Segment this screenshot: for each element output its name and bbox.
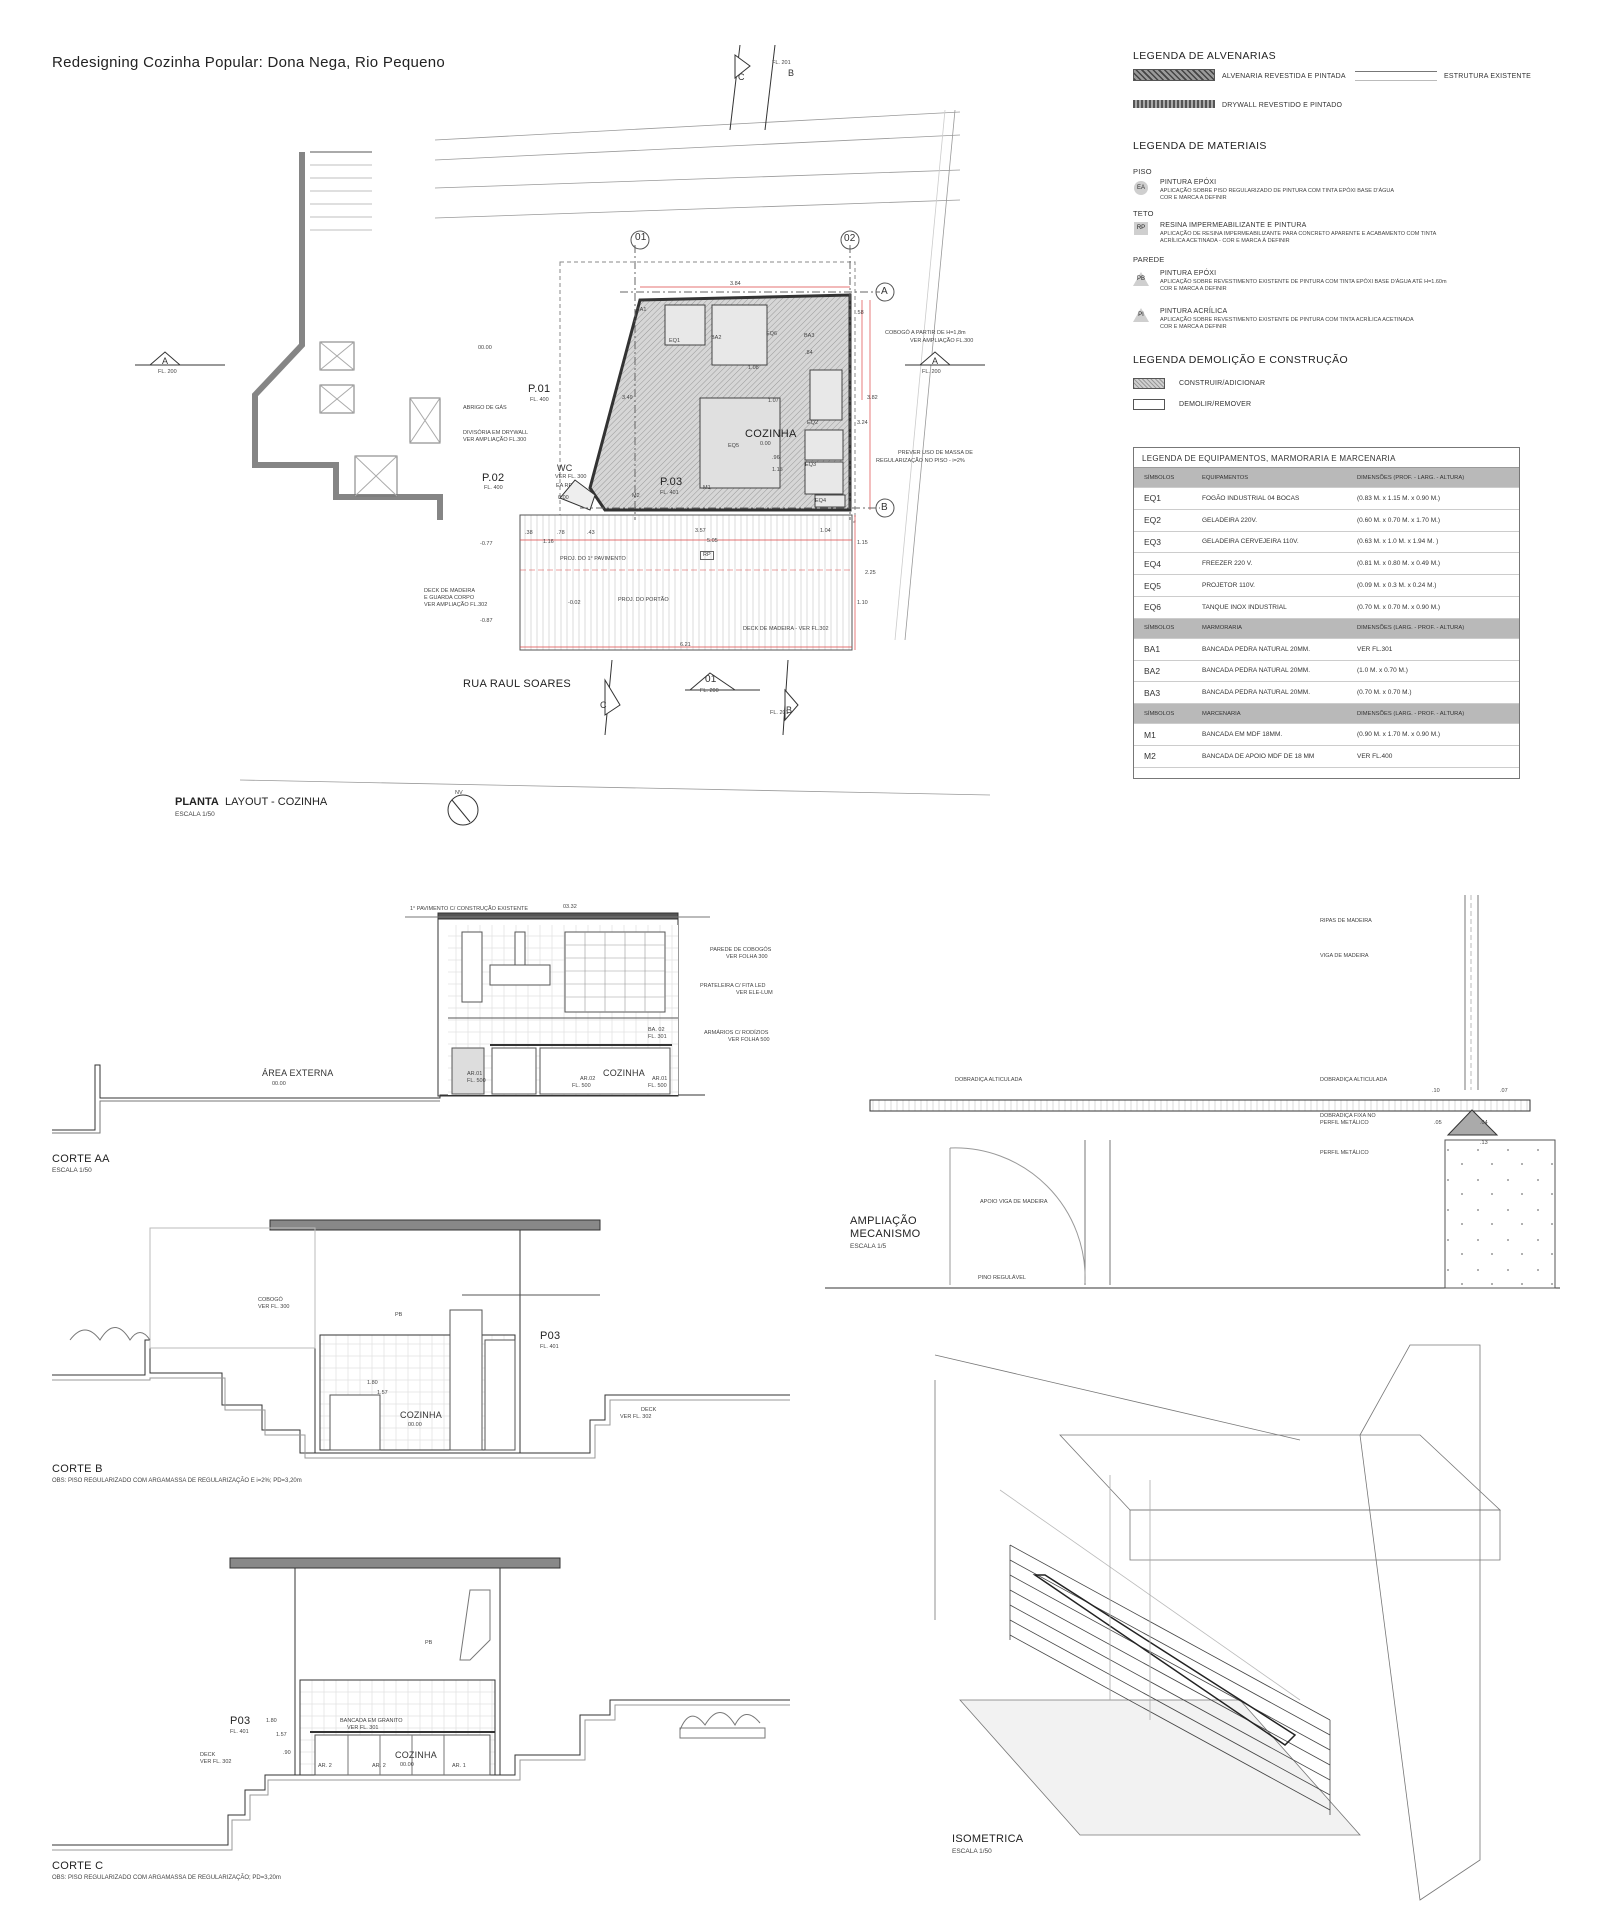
equipment-table-cell: BA2	[1144, 665, 1161, 676]
equipment-table-cell: (0.70 M. x 0.70 M.)	[1357, 689, 1412, 697]
material-rp-icon: RP	[1134, 222, 1148, 235]
equipment-table-header-cell: MARMORARIA	[1202, 625, 1242, 632]
north-label: NV	[455, 790, 463, 796]
equipment-table-cell: (0.09 M. x 0.3 M. x 0.24 M.)	[1357, 582, 1437, 590]
corte-c-room: COZINHA	[395, 1750, 437, 1760]
equipment-table-cell: BANCADA EM MDF 18MM.	[1202, 731, 1283, 739]
note-aa-1: PAREDE DE COBOGÓS	[710, 947, 772, 953]
note-deck-2: E GUARDA CORPO	[424, 595, 475, 601]
dim-115: 1.15	[772, 467, 783, 473]
ampliacao-drawing	[825, 895, 1560, 1288]
material-rp-desc: APLICAÇÃO DE RESINA IMPERMEABILIZANTE PARA CONCRETO APARENTE E ACABAMENTO COM TINTA	[1160, 231, 1437, 237]
corte-c-deck: DECK	[200, 1752, 216, 1758]
street-name: RUA RAUL SOARES	[463, 678, 572, 690]
note-cobogo-2: VER AMPLIAÇÃO FL.300	[910, 338, 974, 344]
wc-level: 0.00	[558, 495, 569, 501]
dim-349: 3.49	[622, 395, 633, 401]
dim-384: 3.84	[730, 281, 741, 287]
p02-label: P.02	[482, 472, 505, 484]
equipment-table-cell: BANCADA PEDRA NATURAL 20MM.	[1202, 667, 1310, 675]
note-abrigo: ABRIGO DE GÁS	[463, 405, 507, 411]
section-c-top: C	[738, 72, 745, 82]
dim-107: 1.07	[768, 398, 779, 404]
equipment-table-cell: GELADEIRA CERVEJEIRA 110V.	[1202, 538, 1299, 546]
p01-label: P.01	[528, 383, 551, 395]
equipment-table-header-cell: SÍMBOLOS	[1144, 474, 1175, 481]
equipment-table-title: LEGENDA DE EQUIPAMENTOS, MARMORARIA E MARCENARIA	[1134, 448, 1519, 468]
p01-ref: FL. 400	[530, 397, 549, 403]
equipment-table-cell: FOGÃO INDUSTRIAL 04 BOCAS	[1202, 494, 1300, 502]
corte-aa-top-level: 03.32	[563, 904, 577, 910]
note-proj1: PROJ. DO 1° PAVIMENTO	[560, 556, 626, 562]
amp-note-ripas: RIPAS DE MADEIRA	[1320, 918, 1372, 924]
equipment-table-cell: M2	[1144, 751, 1156, 762]
eq3-tag: EQ3	[805, 462, 817, 468]
corte-c-drawing	[52, 1558, 790, 1850]
section-a-left-ref: FL. 200	[158, 369, 177, 375]
note-aa-3: PRATELEIRA C/ FITA LED	[700, 983, 766, 989]
note-aa-4: VER ELE-LUM	[736, 990, 773, 996]
p03-ref: FL. 401	[660, 490, 679, 496]
level-002: -0.02	[568, 600, 581, 606]
section-01-ref: FL. 200	[700, 688, 719, 694]
amp-note-viga: VIGA DE MADEIRA	[1320, 953, 1369, 959]
corte-b-title: CORTE B	[52, 1463, 103, 1475]
material-ea-desc2: COR E MARCA A DEFINIR	[1160, 195, 1227, 201]
note-aa-5: BA. 02	[648, 1027, 665, 1033]
ampliacao-title-2: MECANISMO	[850, 1228, 921, 1240]
dim-115b: 1.15	[857, 540, 868, 546]
deck-rp: RP	[700, 551, 714, 560]
amp-dim-05: .05	[1434, 1120, 1442, 1126]
m2-tag: M2	[632, 493, 640, 499]
corte-aa-title: CORTE AA	[52, 1153, 110, 1165]
section-a-right-ref: FL. 200	[922, 369, 941, 375]
material-pb-name: PINTURA EPÓXI	[1160, 270, 1217, 277]
corte-c-bancada-ref: VER FL. 301	[347, 1725, 379, 1731]
note-aa-8: VER FOLHA 500	[728, 1037, 770, 1043]
equipment-table-cell: BANCADA PEDRA NATURAL 20MM.	[1202, 689, 1310, 697]
m1-tag: M1	[703, 485, 711, 491]
equipment-table-cell: (0.60 M. x 0.70 M. x 1.70 M.)	[1357, 516, 1441, 524]
equipment-table-cell: (0.63 M. x 1.0 M. x 1.94 M. )	[1357, 538, 1439, 546]
corte-b-level: 00.00	[408, 1422, 422, 1428]
sheet-title: Redesigning Cozinha Popular: Dona Nega, Rio Pequeno	[52, 54, 446, 71]
dim-621: 6.21	[680, 642, 691, 648]
group-teto: TETO	[1133, 209, 1154, 218]
p03-label: P.03	[660, 476, 683, 488]
equipment-table-cell: GELADEIRA 220V.	[1202, 516, 1258, 524]
wc-ref: VER FL. 300	[555, 474, 587, 480]
equipment-table-cell: EQ3	[1144, 536, 1162, 547]
note-aa-6: FL. 301	[648, 1034, 667, 1040]
equipment-table-cell: (1.0 M. x 0.70 M.)	[1357, 667, 1408, 675]
axis-b-label: B	[881, 502, 888, 513]
note-proj-portao: PROJ. DO PORTÃO	[618, 597, 669, 603]
dim-116: 1.16	[543, 539, 554, 545]
corte-b-obs: OBS: PISO REGULARIZADO COM ARGAMASSA DE REGULARIZAÇÃO E i=2%; PD=3,20m	[52, 1478, 302, 1484]
dim-110: 1.10	[857, 600, 868, 606]
note-prever-2: REGULARIZAÇÃO NO PISO - i=2%	[876, 458, 965, 464]
equipment-table-cell: BANCADA PEDRA NATURAL 20MM.	[1202, 645, 1310, 653]
equipment-table-cell: BA3	[1144, 687, 1161, 698]
dim-78: .78	[557, 530, 565, 536]
p02-ref: FL. 400	[484, 485, 503, 491]
area-externa-level: 00.00	[272, 1081, 286, 1087]
dim-324: 3.24	[857, 420, 868, 426]
corte-c-level: 00.00	[400, 1762, 414, 1768]
corte-aa-ar1b: AR.01	[652, 1076, 668, 1082]
amp-note-fixa-2: PERFIL METÁLICO	[1320, 1120, 1369, 1126]
note-divisoria-2: VER AMPLIAÇÃO FL.300	[463, 437, 527, 443]
plan-title: LAYOUT - COZINHA	[225, 796, 328, 808]
legend-demolicao-heading: LEGENDA DEMOLIÇÃO E CONSTRUÇÃO	[1133, 354, 1349, 366]
alvenaria-label: ALVENARIA REVESTIDA E PINTADA	[1222, 73, 1346, 80]
equipment-table-header-cell: DIMENSÕES (LARG. - PROF. - ALTURA)	[1357, 625, 1465, 632]
axis-01-label: 01	[635, 232, 647, 243]
corte-aa-ar1b-ref: FL. 500	[648, 1083, 667, 1089]
dim-38: .38	[525, 530, 533, 536]
level-087: -0.87	[480, 618, 493, 624]
room-cozinha: COZINHA	[745, 428, 797, 440]
note-aa-7: ARMÁRIOS C/ RODÍZIOS	[704, 1030, 769, 1036]
equipment-table-cell: VER FL.400	[1357, 752, 1393, 760]
material-pb-desc: APLICAÇÃO SOBRE REVESTIMENTO EXISTENTE DE PINTURA COM TINTA EPÓXI BASE D'ÁGUA ATÉ H=1.60m	[1160, 279, 1447, 285]
estrutura-label: ESTRUTURA EXISTENTE	[1444, 73, 1532, 80]
equipment-table-cell: BANCADA DE APOIO MDF DE 18 MM	[1202, 752, 1315, 760]
equipment-table-cell: FREEZER 220 V.	[1202, 560, 1253, 568]
eq5-tag: EQ5	[728, 443, 740, 449]
corte-c-ar2b: AR. 2	[372, 1763, 386, 1769]
dim-58: .58	[856, 310, 864, 316]
material-ea-desc: APLICAÇÃO SOBRE PISO REGULARIZADO DE PINTURA COM TINTA EPÓXI BASE D'ÁGUA	[1160, 188, 1395, 194]
group-piso: PISO	[1133, 167, 1152, 176]
amp-note-apoio: APOIO VIGA DE MADEIRA	[980, 1199, 1048, 1205]
material-pb-desc2: COR E MARCA A DEFINIR	[1160, 286, 1227, 292]
material-pb-code: PB	[1136, 276, 1145, 282]
corte-c-pb: PB	[425, 1640, 433, 1646]
corte-aa-room: COZINHA	[603, 1068, 645, 1078]
corte-b-p03-ref: FL. 401	[540, 1344, 559, 1350]
corte-b-cobogo-ref: VER FL. 300	[258, 1304, 290, 1310]
amp-dim-07: .07	[1500, 1088, 1508, 1094]
dim-505: 5.05	[707, 538, 718, 544]
section-c-bottom: C	[600, 700, 607, 710]
corte-c-title: CORTE C	[52, 1860, 104, 1872]
dim-382: 3.82	[867, 395, 878, 401]
note-deck: DECK DE MADEIRA - VER FL.302	[743, 626, 829, 632]
equipment-table-header-cell: SÍMBOLOS	[1144, 625, 1175, 632]
axis-02-label: 02	[844, 233, 856, 244]
ba1-tag: BA1	[636, 307, 647, 313]
corte-c-deck-ref: VER FL. 302	[200, 1759, 232, 1765]
equipment-table-cell: EQ2	[1144, 515, 1162, 526]
amp-note-dobradica-2: DOBRADIÇA ALTICULADA	[1320, 1077, 1388, 1083]
equipment-table-cell: M1	[1144, 729, 1156, 740]
corte-c-ar1: AR. 1	[452, 1763, 466, 1769]
note-divisoria: DIVISÓRIA EM DRYWALL	[463, 430, 529, 436]
section-b-bottom: B	[786, 705, 793, 715]
room-level: 0.00	[760, 441, 771, 447]
equipment-table-cell: (0.90 M. x 1.70 M. x 0.90 M.)	[1357, 731, 1441, 739]
corte-b-deck: DECK	[641, 1407, 657, 1413]
section-a-right: A	[932, 356, 939, 366]
material-ea-name: PINTURA EPÓXI	[1160, 179, 1217, 186]
ampliacao-title-1: AMPLIAÇÃO	[850, 1215, 917, 1227]
equipment-table-cell: BA1	[1144, 644, 1161, 655]
isometrica-title: ISOMETRICA	[952, 1833, 1024, 1845]
equipment-table-cell: PROJETOR 110V.	[1202, 582, 1255, 590]
equipment-table-header-cell: MARCENARIA	[1202, 710, 1241, 717]
ba3-tag: BA3	[804, 333, 815, 339]
ampliacao-scale: ESCALA 1/5	[850, 1243, 887, 1250]
dim-43: .43	[587, 530, 595, 536]
corte-aa-ar2: AR.02	[580, 1076, 596, 1082]
eq4-tag: EQ4	[815, 498, 827, 504]
dim-108: 1.08	[748, 365, 759, 371]
construir-label: CONSTRUIR/ADICIONAR	[1179, 380, 1266, 387]
material-pi-name: PINTURA ACRÍLICA	[1160, 308, 1228, 315]
amp-note-fixa: DOBRADIÇA FIXA NO	[1320, 1113, 1376, 1119]
eq2-tag: EQ2	[807, 420, 819, 426]
section-b-bottom-ref: FL. 201	[770, 710, 789, 716]
corte-b-h1: 1.80	[367, 1380, 378, 1386]
equipment-table-header-cell: EQUIPAMENTOS	[1202, 474, 1249, 481]
note-prever: PREVER USO DE MASSA DE	[898, 450, 973, 456]
plan-scale: ESCALA 1/50	[175, 811, 215, 818]
corte-aa-ar1-ref: FL. 500	[467, 1078, 486, 1084]
eq1-tag: EQ1	[669, 338, 681, 344]
dim-96: .96	[772, 455, 780, 461]
section-b-top: B	[788, 68, 795, 78]
material-rp-name: RESINA IMPERMEABILIZANTE E PINTURA	[1160, 222, 1307, 229]
section-01: 01	[705, 674, 717, 685]
equipment-table-cell: (0.81 M. x 0.80 M. x 0.49 M.)	[1357, 560, 1441, 568]
legend-materiais-heading: LEGENDA DE MATERIAIS	[1133, 140, 1267, 152]
corte-c-bancada: BANCADA EM GRANITO	[340, 1718, 403, 1724]
equipment-table-header-cell: DIMENSÕES (PROF. - LARG. - ALTURA)	[1357, 474, 1465, 481]
corte-c-h3: .90	[283, 1750, 291, 1756]
wc-code: EA RP	[556, 483, 573, 489]
ba2-tag: BA2	[711, 335, 722, 341]
group-parede: PAREDE	[1133, 255, 1165, 264]
level-top: 00.00	[478, 345, 492, 351]
corte-c-p03: P03	[230, 1715, 251, 1727]
corte-c-ar2a: AR. 2	[318, 1763, 332, 1769]
corte-c-obs: OBS: PISO REGULARIZADO COM ARGAMASSA DE REGULARIZAÇÃO; PD=3,20m	[52, 1875, 281, 1881]
isometrica-drawing	[935, 1345, 1500, 1900]
corte-b-room: COZINHA	[400, 1410, 442, 1420]
plan-layout	[135, 45, 990, 825]
area-externa: ÁREA EXTERNA	[262, 1068, 334, 1078]
equipment-table-cell: (0.70 M. x 0.70 M. x 0.90 M.)	[1357, 603, 1441, 611]
corte-aa-drawing	[52, 913, 710, 1133]
legend-alvenarias-heading: LEGENDA DE ALVENARIAS	[1133, 50, 1277, 62]
dim-225: 2.25	[865, 570, 876, 576]
section-a-left: A	[162, 356, 169, 366]
amp-note-pino: PINO REGULÁVEL	[978, 1275, 1026, 1281]
equipment-table-cell: TANQUE INOX INDUSTRIAL	[1202, 603, 1287, 611]
eq6-tag: EQ6	[766, 331, 778, 337]
material-rp-desc2: ACRÍLICA ACETINADA - COR E MARCA À DEFINIR	[1160, 238, 1290, 244]
wc-label: WC	[557, 463, 573, 473]
axis-a-label: A	[881, 286, 888, 297]
material-pi-desc2: COR E MARCA A DEFINIR	[1160, 324, 1227, 330]
corte-b-pb: PB	[395, 1312, 403, 1318]
equipment-table-cell: (0.83 M. x 1.15 M. x 0.90 M.)	[1357, 494, 1441, 502]
note-deck-3: VER AMPLIAÇÃO FL.302	[424, 602, 488, 608]
equipment-table-cell: EQ5	[1144, 580, 1162, 591]
corte-b-deck-ref: VER FL. 302	[620, 1414, 652, 1420]
amp-note-perfil: PERFIL METÁLICO	[1320, 1150, 1369, 1156]
section-b-top-ref: FL. 201	[772, 60, 791, 66]
material-ea-icon: EA	[1134, 181, 1148, 195]
dim-104: 1.04	[820, 528, 831, 534]
amp-note-dobradica-1: DOBRADIÇA ALTICULADA	[955, 1077, 1023, 1083]
equipment-table-cell: EQ4	[1144, 558, 1162, 569]
corte-b-cobogo: COBOGÓ	[258, 1297, 283, 1303]
corte-c-p03-ref: FL. 401	[230, 1729, 249, 1735]
equipment-table-header-cell: SÍMBOLOS	[1144, 710, 1175, 717]
dim-84: .84	[805, 350, 813, 356]
corte-b-h2: 1.57	[377, 1390, 388, 1396]
amp-dim-10: .10	[1432, 1088, 1440, 1094]
demolir-label: DEMOLIR/REMOVER	[1179, 401, 1252, 408]
amp-dim-13: .13	[1480, 1140, 1488, 1146]
amp-dim-04: .04	[1480, 1120, 1488, 1126]
equipment-table-cell: EQ6	[1144, 602, 1162, 613]
corte-aa-ar1: AR.01	[467, 1071, 483, 1077]
corte-aa-top: 1° PAVIMENTO C/ CONSTRUÇÃO EXISTENTE	[410, 906, 529, 912]
isometrica-scale: ESCALA 1/50	[952, 1848, 992, 1855]
corte-aa-ar2-ref: FL. 500	[572, 1083, 591, 1089]
equipment-table-header-cell: DIMENSÕES (LARG. - PROF. - ALTURA)	[1357, 710, 1465, 717]
material-pi-desc: APLICAÇÃO SOBRE REVESTIMENTO EXISTENTE DE PINTURA COM TINTA ACRÍLICA ACETINADA	[1160, 317, 1414, 323]
plan-title-bold: PLANTA	[175, 796, 219, 808]
note-aa-2: VER FOLHA 300	[726, 954, 768, 960]
note-cobogo: COBOGÓ A PARTIR DE H=1,8m	[885, 330, 966, 336]
note-deck-1: DECK DE MADEIRA	[424, 588, 476, 594]
dim-357: 3.57	[695, 528, 706, 534]
drywall-label: DRYWALL REVESTIDO E PINTADO	[1222, 102, 1343, 109]
material-pi-code: PI	[1138, 312, 1144, 318]
corte-c-h2: 1.57	[276, 1732, 287, 1738]
corte-c-h1: 1.80	[266, 1718, 277, 1724]
equipment-table-cell: EQ1	[1144, 493, 1162, 504]
equipment-table-cell: VER FL.301	[1357, 645, 1393, 653]
level-077: -0.77	[480, 541, 493, 547]
corte-b-p03: P03	[540, 1330, 561, 1342]
corte-aa-scale: ESCALA 1/50	[52, 1167, 92, 1174]
